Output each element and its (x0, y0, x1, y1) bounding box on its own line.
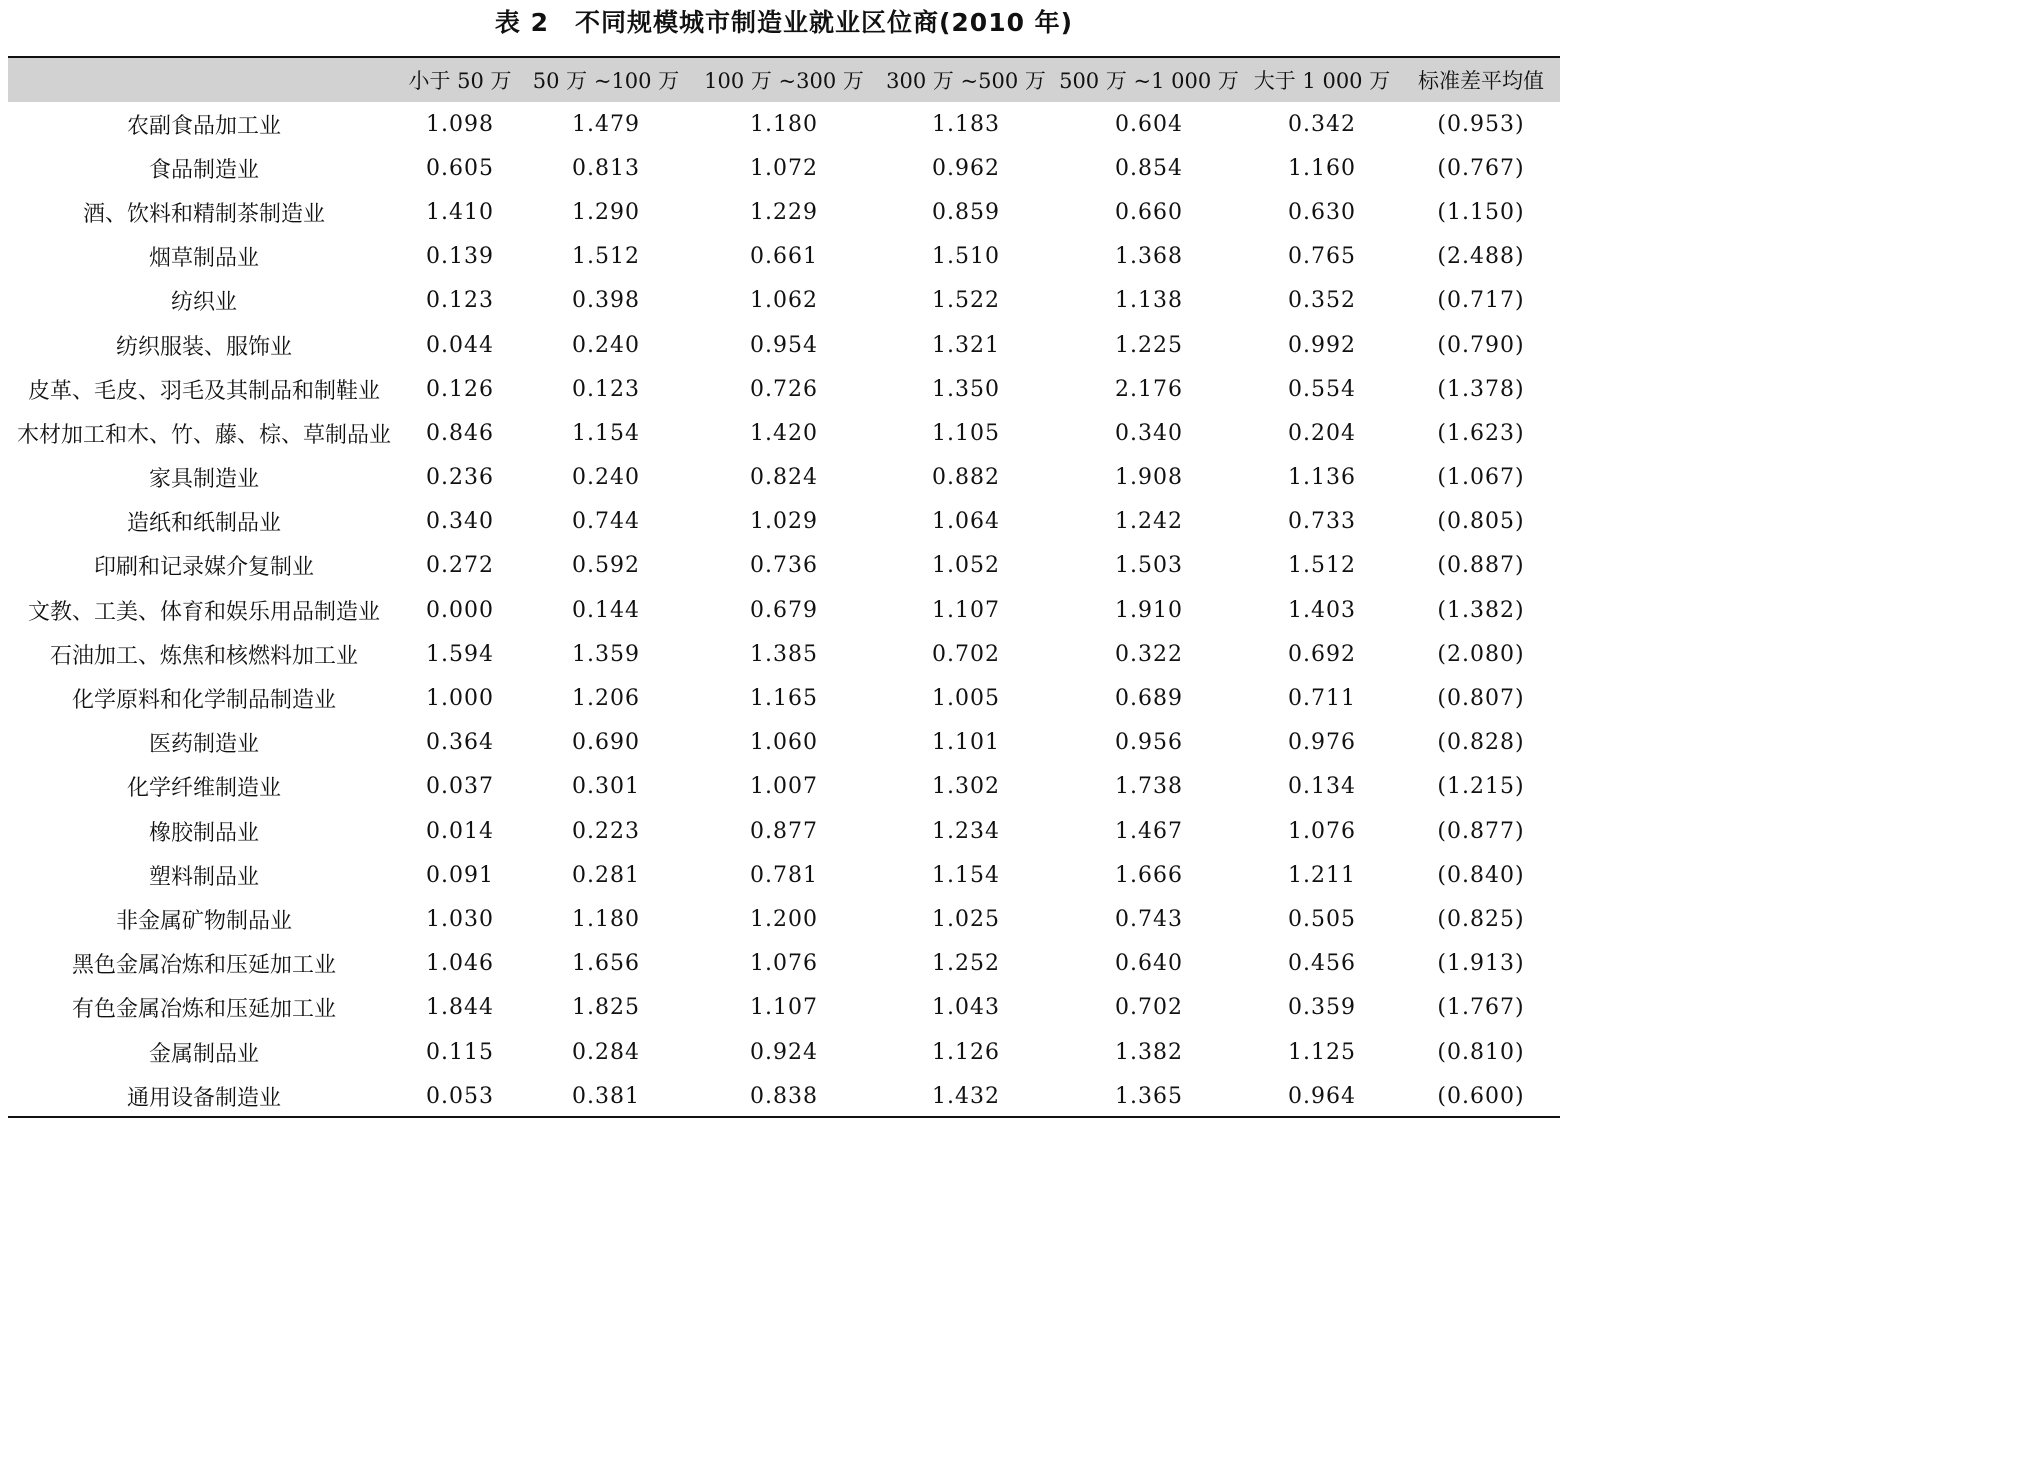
value-cell: 1.242 (1115, 509, 1183, 535)
value-cell: 1.138 (1115, 288, 1183, 314)
value-cell: 0.223 (572, 818, 640, 844)
industry-name-cell: 造纸和纸制品业 (126, 511, 281, 537)
value-cell: 0.240 (572, 332, 640, 358)
value-cell: 0.240 (572, 465, 640, 491)
value-cell: 0.711 (1288, 686, 1356, 712)
table-row (8, 146, 1560, 190)
value-cell: 1.007 (750, 774, 818, 800)
value-cell: 1.512 (1288, 553, 1356, 579)
industry-name-cell: 石油加工、炼焦和核燃料加工业 (49, 643, 358, 669)
value-cell: 1.594 (426, 641, 494, 667)
industry-name-cell: 家具制造业 (148, 467, 259, 493)
industry-name-cell: 木材加工和木、竹、藤、棕、草制品业 (16, 422, 391, 448)
value-cell: 0.962 (932, 155, 1000, 181)
value-cell: 1.101 (932, 730, 1000, 756)
value-cell: 1.359 (572, 641, 640, 667)
value-cell: 1.382 (1115, 1039, 1183, 1065)
value-cell: (1.067) (1437, 465, 1525, 491)
value-cell: 1.105 (932, 420, 1000, 446)
table-row (8, 986, 1560, 1030)
value-cell: 1.200 (750, 906, 818, 932)
value-cell: 0.134 (1288, 774, 1356, 800)
value-cell: 0.679 (750, 597, 818, 623)
value-cell: 1.076 (750, 951, 818, 977)
value-cell: 0.352 (1288, 288, 1356, 314)
value-cell: 1.126 (932, 1039, 1000, 1065)
value-cell: 1.656 (572, 951, 640, 977)
value-cell: (1.378) (1437, 376, 1525, 402)
table-row (8, 676, 1560, 720)
value-cell: 0.359 (1288, 995, 1356, 1021)
value-cell: 1.368 (1115, 244, 1183, 270)
value-cell: 1.510 (932, 244, 1000, 270)
value-cell: 0.692 (1288, 641, 1356, 667)
value-cell: 1.005 (932, 686, 1000, 712)
value-cell: 2.176 (1115, 376, 1183, 402)
industry-name-cell: 烟草制品业 (148, 246, 259, 272)
value-cell: 1.098 (426, 111, 494, 137)
value-cell: (0.953) (1437, 111, 1525, 137)
value-cell: 0.342 (1288, 111, 1356, 137)
value-cell: 0.640 (1115, 951, 1183, 977)
value-cell: 1.225 (1115, 332, 1183, 358)
industry-name-cell: 橡胶制品业 (148, 820, 259, 846)
table-row (8, 323, 1560, 367)
value-cell: 1.107 (932, 597, 1000, 623)
value-cell: (0.805) (1437, 509, 1525, 535)
value-cell: 1.180 (572, 906, 640, 932)
table-row (8, 279, 1560, 323)
table-row (8, 1030, 1560, 1074)
industry-name-cell: 印刷和记录媒介复制业 (93, 555, 314, 581)
table-row (8, 544, 1560, 588)
value-cell: 1.136 (1288, 465, 1356, 491)
value-cell: 0.924 (750, 1039, 818, 1065)
industry-name-cell: 金属制品业 (148, 1041, 259, 1067)
value-cell: (1.623) (1437, 420, 1525, 446)
value-cell: 1.365 (1115, 1083, 1183, 1109)
value-cell: 0.689 (1115, 686, 1183, 712)
industry-name-cell: 纺织业 (170, 290, 237, 316)
value-cell: 0.765 (1288, 244, 1356, 270)
value-cell: (0.717) (1437, 288, 1525, 314)
value-cell: 0.736 (750, 553, 818, 579)
value-cell: 1.076 (1288, 818, 1356, 844)
value-cell: 1.432 (932, 1083, 1000, 1109)
value-cell: (0.807) (1437, 686, 1525, 712)
table-header (8, 58, 1560, 102)
industry-name-cell: 医药制造业 (148, 732, 259, 758)
table-row (8, 367, 1560, 411)
value-cell: 0.743 (1115, 906, 1183, 932)
value-cell: 1.046 (426, 951, 494, 977)
value-cell: 0.838 (750, 1083, 818, 1109)
table-row (8, 411, 1560, 455)
value-cell: (0.887) (1437, 553, 1525, 579)
industry-name-cell: 化学纤维制造业 (126, 776, 281, 802)
industry-name-cell: 皮革、毛皮、羽毛及其制品和制鞋业 (27, 378, 380, 404)
value-cell: 1.072 (750, 155, 818, 181)
value-cell: 0.744 (572, 509, 640, 535)
value-cell: (2.488) (1437, 244, 1525, 270)
value-cell: 1.052 (932, 553, 1000, 579)
industry-name-cell: 食品制造业 (148, 157, 259, 183)
value-cell: 0.091 (426, 862, 494, 888)
value-cell: 1.302 (932, 774, 1000, 800)
value-cell: 1.512 (572, 244, 640, 270)
value-cell: 1.154 (572, 420, 640, 446)
value-cell: 1.825 (572, 995, 640, 1021)
column-header (8, 58, 400, 102)
column-header: 50 万 ~100 万 (532, 69, 680, 93)
table-row (8, 942, 1560, 986)
value-cell: 0.139 (426, 244, 494, 270)
value-cell: 0.456 (1288, 951, 1356, 977)
table-row (8, 721, 1560, 765)
table-row (8, 235, 1560, 279)
industry-name-cell: 有色金属冶炼和压延加工业 (71, 997, 336, 1023)
industry-name-cell: 黑色金属冶炼和压延加工业 (71, 953, 336, 979)
value-cell: 0.824 (750, 465, 818, 491)
value-cell: (0.790) (1437, 332, 1525, 358)
value-cell: 0.733 (1288, 509, 1356, 535)
value-cell: 0.505 (1288, 906, 1356, 932)
value-cell: 1.183 (932, 111, 1000, 137)
value-cell: (0.840) (1437, 862, 1525, 888)
table-row (8, 632, 1560, 676)
value-cell: 0.781 (750, 862, 818, 888)
value-cell: 0.123 (426, 288, 494, 314)
value-cell: 1.403 (1288, 597, 1356, 623)
table-row (8, 102, 1560, 146)
value-cell: 1.385 (750, 641, 818, 667)
value-cell: 0.690 (572, 730, 640, 756)
industry-name-cell: 文教、工美、体育和娱乐用品制造业 (27, 599, 380, 625)
value-cell: 0.846 (426, 420, 494, 446)
value-cell: 0.000 (426, 597, 494, 623)
value-cell: 0.964 (1288, 1083, 1356, 1109)
value-cell: (0.810) (1437, 1039, 1525, 1065)
value-cell: (1.215) (1437, 774, 1525, 800)
value-cell: 1.180 (750, 111, 818, 137)
value-cell: (0.877) (1437, 818, 1525, 844)
value-cell: 0.956 (1115, 730, 1183, 756)
value-cell: 0.604 (1115, 111, 1183, 137)
value-cell: 1.000 (426, 686, 494, 712)
value-cell: 1.165 (750, 686, 818, 712)
value-cell: (1.150) (1437, 199, 1525, 225)
value-cell: 0.976 (1288, 730, 1356, 756)
value-cell: 0.301 (572, 774, 640, 800)
value-cell: 1.234 (932, 818, 1000, 844)
value-cell: 1.522 (932, 288, 1000, 314)
value-cell: 0.992 (1288, 332, 1356, 358)
value-cell: 0.204 (1288, 420, 1356, 446)
value-cell: 0.702 (932, 641, 1000, 667)
value-cell: 0.014 (426, 818, 494, 844)
value-cell: 0.605 (426, 155, 494, 181)
industry-name-cell: 酒、饮料和精制茶制造业 (82, 201, 325, 227)
column-header: 小于 50 万 (408, 69, 512, 93)
value-cell: 1.738 (1115, 774, 1183, 800)
value-cell: 1.908 (1115, 465, 1183, 491)
value-cell: 0.702 (1115, 995, 1183, 1021)
value-cell: 0.053 (426, 1083, 494, 1109)
value-cell: 0.115 (426, 1039, 494, 1065)
value-cell: 0.037 (426, 774, 494, 800)
value-cell: 1.910 (1115, 597, 1183, 623)
table-title: 表 2 不同规模城市制造业就业区位商(2010 年) (494, 8, 1074, 37)
value-cell: 0.236 (426, 465, 494, 491)
value-cell: 1.410 (426, 199, 494, 225)
value-cell: (0.825) (1437, 906, 1525, 932)
table-body (8, 102, 1560, 1118)
value-cell: 0.882 (932, 465, 1000, 491)
table-bottom-rule (8, 1116, 1560, 1118)
value-cell: 0.123 (572, 376, 640, 402)
value-cell: 1.467 (1115, 818, 1183, 844)
value-cell: 0.281 (572, 862, 640, 888)
value-cell: 1.211 (1288, 862, 1356, 888)
value-cell: (2.080) (1437, 641, 1525, 667)
value-cell: 1.043 (932, 995, 1000, 1021)
column-header: 500 万 ~1 000 万 (1059, 69, 1239, 93)
industry-name-cell: 农副食品加工业 (126, 113, 281, 139)
value-cell: 1.125 (1288, 1039, 1356, 1065)
value-cell: 0.381 (572, 1083, 640, 1109)
value-cell: 0.398 (572, 288, 640, 314)
value-cell: 0.630 (1288, 199, 1356, 225)
value-cell: (1.913) (1437, 951, 1525, 977)
value-cell: 0.554 (1288, 376, 1356, 402)
value-cell: 1.154 (932, 862, 1000, 888)
value-cell: 0.272 (426, 553, 494, 579)
table-row (8, 588, 1560, 632)
value-cell: 1.666 (1115, 862, 1183, 888)
table-header-row (8, 58, 1560, 102)
value-cell: 1.206 (572, 686, 640, 712)
column-header: 100 万 ~300 万 (704, 69, 864, 93)
value-cell: 1.420 (750, 420, 818, 446)
value-cell: 1.160 (1288, 155, 1356, 181)
value-cell: (1.382) (1437, 597, 1525, 623)
value-cell: 1.025 (932, 906, 1000, 932)
industry-name-cell: 通用设备制造业 (126, 1085, 281, 1111)
value-cell: 1.029 (750, 509, 818, 535)
value-cell: 1.479 (572, 111, 640, 137)
value-cell: 1.229 (750, 199, 818, 225)
value-cell: 0.126 (426, 376, 494, 402)
value-cell: 0.726 (750, 376, 818, 402)
value-cell: 0.854 (1115, 155, 1183, 181)
value-cell: 1.064 (932, 509, 1000, 535)
value-cell: 1.060 (750, 730, 818, 756)
industry-name-cell: 非金属矿物制品业 (115, 908, 292, 934)
value-cell: 0.813 (572, 155, 640, 181)
industry-name-cell: 塑料制品业 (148, 864, 259, 890)
table-row (8, 853, 1560, 897)
industry-name-cell: 纺织服装、服饰业 (115, 334, 292, 360)
value-cell: 1.844 (426, 995, 494, 1021)
value-cell: 1.503 (1115, 553, 1183, 579)
value-cell: 0.044 (426, 332, 494, 358)
value-cell: (0.828) (1437, 730, 1525, 756)
value-cell: 0.592 (572, 553, 640, 579)
value-cell: (0.600) (1437, 1083, 1525, 1109)
value-cell: 0.877 (750, 818, 818, 844)
value-cell: 0.284 (572, 1039, 640, 1065)
value-cell: 0.859 (932, 199, 1000, 225)
table-row (8, 1074, 1560, 1118)
value-cell: 0.322 (1115, 641, 1183, 667)
table-row (8, 897, 1560, 941)
value-cell: 1.252 (932, 951, 1000, 977)
column-header: 大于 1 000 万 (1253, 69, 1391, 93)
value-cell: 1.030 (426, 906, 494, 932)
table-row (8, 456, 1560, 500)
value-cell: 1.321 (932, 332, 1000, 358)
column-header: 300 万 ~500 万 (886, 69, 1046, 93)
location-quotient-table (8, 58, 1560, 1118)
value-cell: 0.340 (426, 509, 494, 535)
value-cell: 1.062 (750, 288, 818, 314)
value-cell: 1.350 (932, 376, 1000, 402)
value-cell: 1.290 (572, 199, 640, 225)
value-cell: 0.144 (572, 597, 640, 623)
value-cell: 0.954 (750, 332, 818, 358)
table-row (8, 500, 1560, 544)
value-cell: 0.340 (1115, 420, 1183, 446)
industry-name-cell: 化学原料和化学制品制造业 (71, 688, 336, 714)
value-cell: 0.660 (1115, 199, 1183, 225)
value-cell: (0.767) (1437, 155, 1525, 181)
value-cell: (1.767) (1437, 995, 1525, 1021)
value-cell: 1.107 (750, 995, 818, 1021)
value-cell: 0.364 (426, 730, 494, 756)
column-header: 标准差平均值 (1418, 69, 1544, 93)
table-row (8, 765, 1560, 809)
table-row (8, 190, 1560, 234)
value-cell: 0.661 (750, 244, 818, 270)
table-row (8, 809, 1560, 853)
